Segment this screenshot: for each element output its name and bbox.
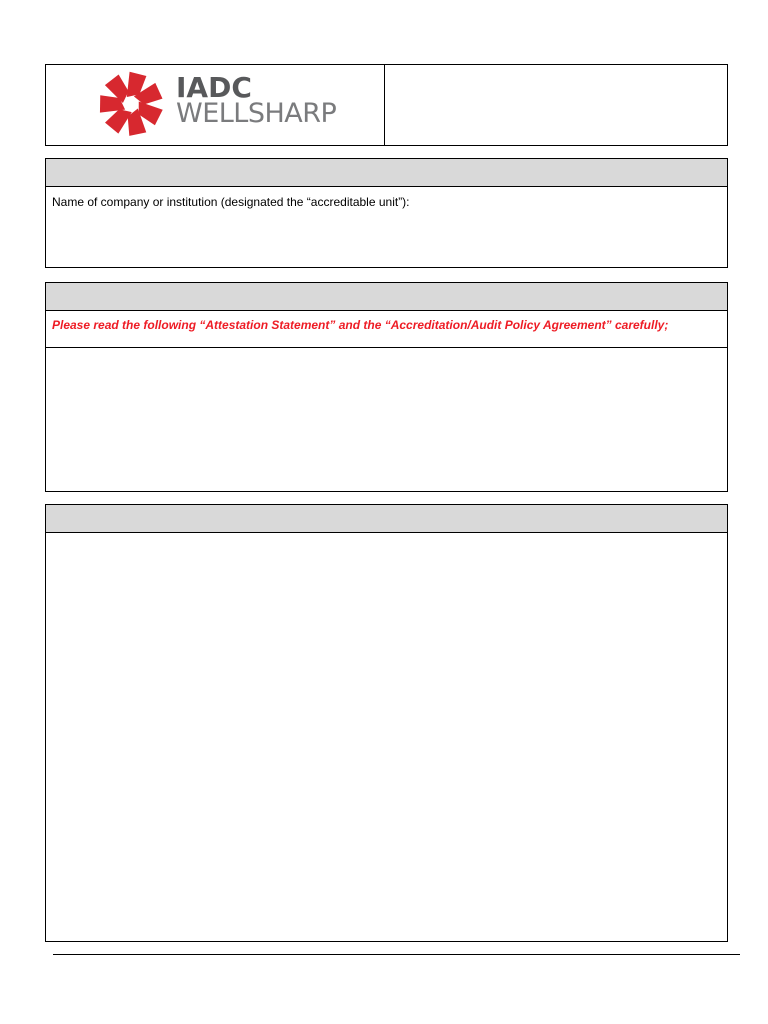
company-name-label: Name of company or institution (designated the “accreditable unit”): xyxy=(52,195,410,209)
header-table xyxy=(45,64,728,146)
attestation-section-header-bar xyxy=(46,283,727,311)
logo-line-wellsharp: WELLSHARP xyxy=(176,98,337,129)
iadc-flower-logo-icon xyxy=(96,69,166,139)
agreement-content-area[interactable] xyxy=(46,533,727,941)
agreement-section-header-bar xyxy=(46,505,727,533)
logo-cell xyxy=(46,65,385,145)
attestation-notice-row xyxy=(46,311,727,348)
footer-divider xyxy=(53,954,740,955)
company-section xyxy=(45,158,728,268)
company-section-header-bar xyxy=(46,159,727,187)
header-right-cell[interactable] xyxy=(385,65,727,145)
logo-line-iadc: IADC xyxy=(176,71,252,104)
attestation-content-area[interactable] xyxy=(46,348,727,491)
logo-wordmark xyxy=(176,71,337,129)
attestation-notice-text: Please read the following “Attestation Statement” and the “Accreditation/Audit Policy Agreement” carefully; xyxy=(52,318,669,332)
attestation-section xyxy=(45,282,728,492)
agreement-section xyxy=(45,504,728,942)
